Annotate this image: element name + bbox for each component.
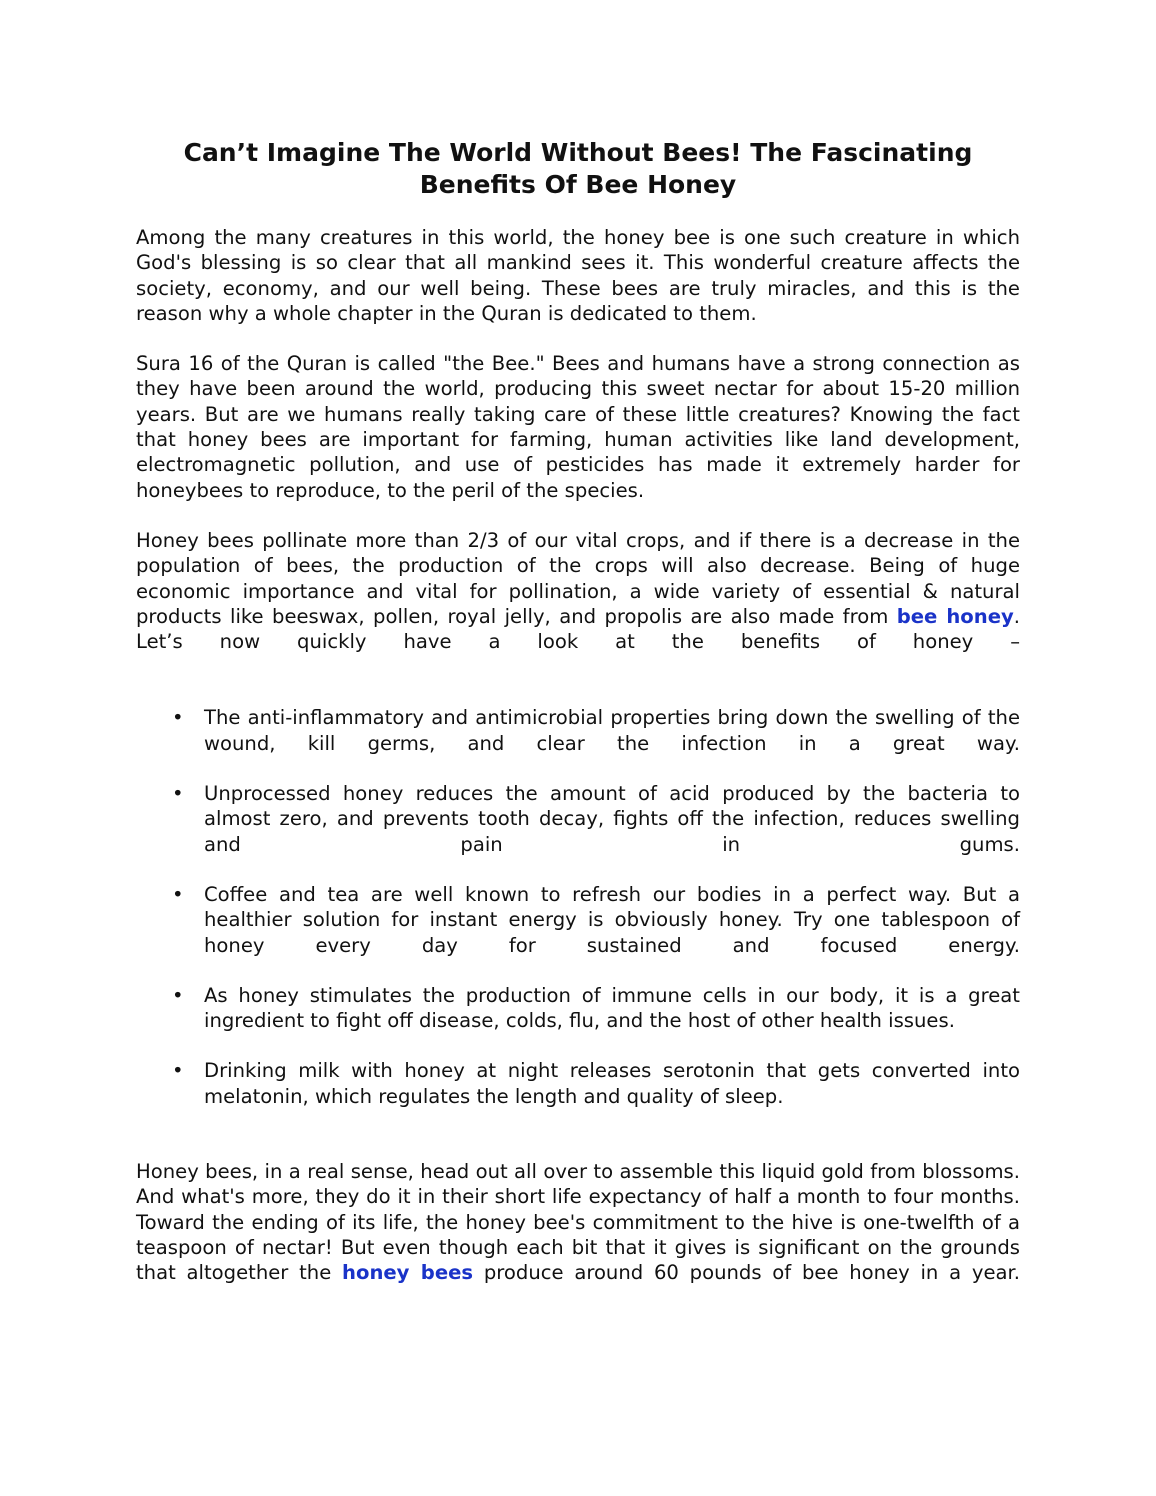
list-item-text: Drinking milk with honey at night releases serotonin that gets converted into melatonin, which regulates the length and quality of sleep. [204,1059,1020,1108]
honey-bees-link[interactable]: honey bees [342,1261,474,1285]
list-item [136,1058,1020,1109]
closing-paragraph [136,1159,1020,1285]
page-title: Can’t Imagine The World Without Bees! The Fascinating Benefits Of Bee Honey [183,138,973,199]
list-item-text: The anti-inflammatory and antimicrobial properties bring down the swelling of the wound, kill germs, and clear the infection in a great way. [204,706,1020,755]
pollination-paragraph [136,528,1020,654]
list-item [136,882,1020,958]
spacer [136,503,1020,528]
intro-paragraph: Among the many creatures in this world, the honey bee is one such creature in which God's blessing is so clear that all mankind sees it. This wonderful creature affects the society, economy, and our well being. These bees are truly miracles, and this is the reason why a whole chapter in the Quran is dedicated to them. [136,226,1020,325]
document-page [136,137,1020,1286]
spacer [136,1134,1020,1159]
list-item [136,781,1020,857]
bullet-icon: • [172,1059,184,1083]
bullet-icon: • [172,706,184,730]
quran-paragraph: Sura 16 of the Quran is called "the Bee." Bees and humans have a strong connection as they have been around the world, producing this sweet nectar for about 15-20 million years. But are we humans really taking care of these little creatures? Knowing the fact that honey bees are important for farming, human activities like land development, electromagnetic pollution, and use of pesticides has made it extremely harder for honeybees to reproduce, to the peril of the species. [136,352,1020,502]
bullet-icon: • [172,782,184,806]
closing-text: Honey bees, in a real sense, head out all over to assemble this liquid gold from blossoms. And what's more, they do it in their short life expectancy of half a month to four months. Toward the ending of its life, the honey bee's commitment to the hive is one-twelfth of a teaspoon of nectar! But even though each bit that it gives is significant on the grounds that altogether the [136,1160,1020,1285]
pollination-text-end: . Let’s now quickly have a look at the benefits of honey – [136,604,1020,654]
list-item-text: As honey stimulates the production of immune cells in our body, it is a great ingredient to fight off disease, colds, flu, and the host of other health issues. [204,983,1020,1033]
bullet-icon: • [172,882,184,906]
list-item [136,705,1020,756]
closing-text-end: produce around 60 pounds of bee honey in a year. [473,1261,1020,1285]
bee-honey-link[interactable]: bee honey [896,604,1014,628]
list-item-text: Unprocessed honey reduces the amount of acid produced by the bacteria to almost zero, and prevents tooth decay, fights off the infection, reduces swelling and pain in gums. [204,782,1020,856]
spacer [136,326,1020,351]
list-item-text: Coffee and tea are well known to refresh our bodies in a perfect way. But a healthier solution for instant energy is obviously honey. Try one tablespoon of honey every day for sustained and focused energy. [204,882,1020,957]
list-item [136,983,1020,1034]
spacer [136,654,1020,705]
pollination-text: Honey bees pollinate more than 2/3 of our vital crops, and if there is a decrease in the population of bees, the production of the crops will also decrease. Being of huge economic importance and vital for pollination, a wide variety of essential & natural products like beeswax, pollen, royal jelly, and propolis are also made from [136,528,1020,628]
benefits-list [136,705,1020,1109]
bullet-icon: • [172,983,184,1007]
